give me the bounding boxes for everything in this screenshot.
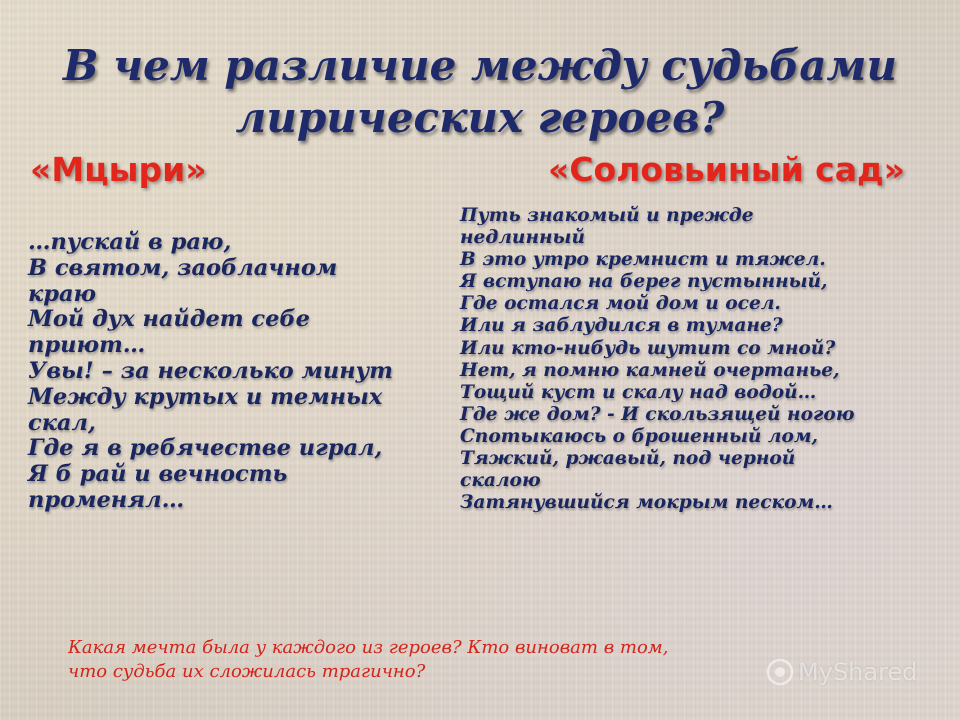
mtsyri-poem-excerpt bbox=[28, 230, 438, 514]
poem-line: Я вступаю на берег пустынный, bbox=[460, 271, 828, 293]
watermark bbox=[766, 658, 917, 686]
poem-line: Где же дом? - И скользящей ногою bbox=[460, 403, 855, 425]
solovyiny-sad-poem-excerpt bbox=[460, 205, 940, 514]
watermark-text: MyShared bbox=[798, 658, 918, 686]
poem-line: В это утро кремнист и тяжел. bbox=[460, 249, 826, 271]
slide-title-line-2: лирических героев? bbox=[235, 93, 725, 142]
myshared-logo-icon bbox=[766, 658, 794, 686]
poem-line: Мой дух найдет себе bbox=[28, 306, 310, 333]
poem-line: променял… bbox=[28, 486, 185, 513]
poem-line: Спотыкаюсь о брошенный лом, bbox=[460, 425, 819, 447]
poem-line: В святом, заоблачном bbox=[28, 254, 338, 281]
poem-line: Или кто-нибудь шутит со мной? bbox=[460, 337, 836, 359]
poem-line: Где я в ребячестве играл, bbox=[28, 435, 383, 462]
poem-line: приют… bbox=[28, 332, 146, 359]
left-column-heading: «Мцыри» bbox=[30, 150, 207, 189]
poem-line: Между крутых и темных bbox=[28, 383, 383, 410]
poem-line: Тяжкий, ржавый, под черной bbox=[460, 448, 796, 470]
question-line-1: Какая мечта была у каждого из героев? Кто виноват в том, bbox=[68, 637, 669, 658]
poem-line: Нет, я помню камней очертанье, bbox=[460, 359, 840, 381]
poem-line: Где остался мой дом и осел. bbox=[460, 293, 781, 315]
slide-title bbox=[0, 40, 960, 144]
poem-line: Путь знакомый и прежде bbox=[460, 205, 754, 226]
poem-line: Или я заблудился в тумане? bbox=[460, 315, 783, 337]
poem-line: Я б рай и вечность bbox=[28, 461, 288, 488]
poem-line: Тощий куст и скалу над водой… bbox=[460, 381, 817, 403]
question-line-2: что судьба их сложилась трагично? bbox=[68, 661, 426, 682]
poem-line: скалою bbox=[460, 470, 541, 492]
poem-line: Увы! – за несколько минут bbox=[28, 357, 393, 384]
slide-title-line-1: В чем различие между судьбами bbox=[62, 41, 898, 90]
poem-line: недлинный bbox=[460, 227, 585, 249]
poem-line: Затянувшийся мокрым песком… bbox=[460, 492, 833, 514]
right-column-heading: «Соловьиный сад» bbox=[548, 150, 905, 189]
poem-line: краю bbox=[28, 280, 97, 307]
poem-line: скал, bbox=[28, 409, 96, 436]
poem-line: …пускай в раю, bbox=[28, 229, 232, 255]
